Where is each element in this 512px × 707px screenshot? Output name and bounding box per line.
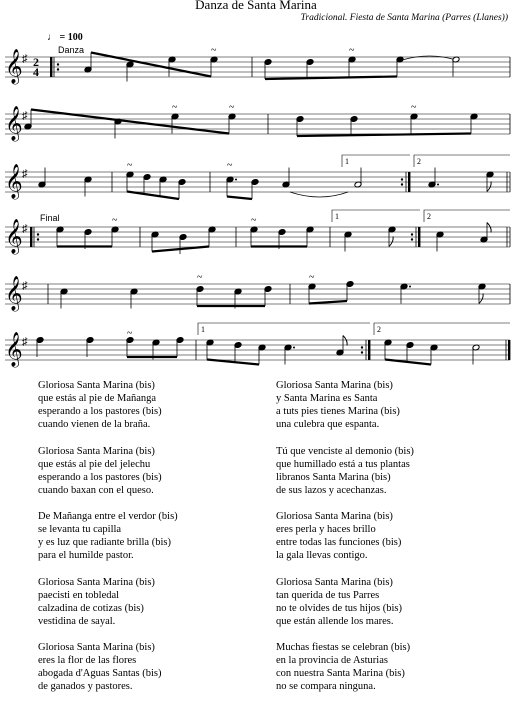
lyric-line: y Santa Marina es Santa: [276, 393, 378, 404]
note-flag: [479, 294, 483, 304]
volta-bracket: [414, 155, 510, 167]
lyric-line: Tú que venciste al demonio (bis): [276, 445, 414, 457]
lyric-line: cuando vienen de la braña.: [38, 419, 151, 430]
lyric-line: Gloriosa Santa Marina (bis): [38, 380, 155, 391]
lyric-line: entre todas las funciones (bis): [276, 537, 402, 548]
volta-label: 2: [427, 212, 431, 221]
sharp-key-icon: ♯: [22, 223, 28, 235]
repeat-dot: [361, 346, 363, 348]
lyric-line: Gloriosa Santa Marina (bis): [276, 511, 393, 522]
tempo-marking: ♩ = 100: [47, 32, 83, 43]
time-sig-top: 2: [33, 55, 39, 69]
lyrics-stanza: [276, 510, 414, 562]
lyric-line: se levanta tu capilla: [38, 524, 122, 535]
sharp-key-icon: ♯: [22, 280, 28, 292]
lyric-line: libranos Santa Marina (bis): [276, 471, 391, 483]
lyric-line: Gloriosa Santa Marina (bis): [38, 576, 155, 588]
volta-label: 1: [345, 157, 349, 166]
lyric-line: Gloriosa Santa Marina (bis): [38, 642, 155, 653]
lyric-line: no se compara ninguna.: [276, 681, 376, 692]
section-label: Final: [40, 213, 60, 223]
time-sig-bottom: 4: [33, 65, 39, 79]
beam: [127, 192, 179, 200]
note-flag: [343, 336, 347, 346]
repeat-dot: [57, 68, 59, 70]
lyric-line: de ganados y pastores.: [38, 681, 133, 692]
volta-label: 2: [377, 325, 381, 334]
lyric-line: Gloriosa Santa Marina (bis): [276, 576, 393, 588]
lyric-line: que estás al pie del jelechu: [38, 458, 151, 470]
lyrics-stanza: [38, 576, 178, 628]
lyric-line: que están allende los mares.: [276, 615, 394, 627]
lyrics-stanza: [276, 379, 414, 431]
volta-label: 2: [417, 157, 421, 166]
note-flag: [487, 223, 491, 233]
note-flag: [389, 237, 393, 247]
lyric-line: esperando a los pastores (bis): [38, 406, 162, 417]
lyrics-stanza: [38, 445, 178, 497]
tie: [402, 56, 456, 60]
beam: [309, 301, 347, 304]
repeat-dot: [57, 63, 59, 65]
treble-clef-icon: 𝄞: [5, 220, 23, 253]
lyric-line: y es luz que radiante brilla (bis): [38, 537, 171, 548]
dot: [437, 184, 439, 186]
treble-clef-icon: 𝄞: [5, 50, 23, 83]
lyric-line: no te olvides de tus hijos (bis): [276, 602, 402, 614]
lyrics-stanza: [38, 510, 178, 562]
ornament-icon: ~: [309, 272, 315, 283]
lyrics-stanza: [38, 379, 178, 431]
lyrics-stanza: [276, 445, 414, 497]
sharp-key-icon: ♯: [22, 168, 28, 180]
treble-clef-icon: 𝄞: [5, 107, 23, 140]
lyric-line: vestidina de sayal.: [38, 615, 116, 627]
lyric-line: eres la flor de las flores: [38, 655, 137, 666]
lyric-line: Gloriosa Santa Marina (bis): [276, 380, 393, 391]
lyric-line: a tuts pies tienes Marina (bis): [276, 406, 400, 417]
lyrics-stanza: [276, 576, 414, 628]
barline: [408, 172, 410, 192]
ornament-icon: ~: [229, 102, 235, 113]
sharp-key-icon: ♯: [22, 336, 28, 348]
lyric-line: paecisti en tobledal: [38, 589, 120, 601]
lyric-line: eres perla y haces brillo: [276, 524, 376, 535]
barline: [50, 57, 52, 77]
lyric-line: esperando a los pastores (bis): [38, 471, 162, 483]
repeat-dot: [411, 233, 413, 235]
ornament-icon: ~: [127, 328, 133, 339]
song-source: Tradicional. Fiesta de Santa Marina (Parres (Llanes)): [300, 13, 508, 23]
lyric-line: Gloriosa Santa Marina (bis): [38, 445, 155, 457]
barline: [418, 227, 420, 247]
lyrics-stanza: [38, 641, 178, 693]
lyric-line: la gala llevas contigo.: [276, 550, 368, 561]
ornament-icon: ~: [172, 102, 178, 113]
repeat-dot: [401, 178, 403, 180]
volta-bracket: [332, 210, 420, 222]
volta-label: 1: [201, 325, 205, 334]
lyrics-left-column: [38, 379, 178, 707]
repeat-dot: [37, 233, 39, 235]
dot: [409, 286, 411, 288]
note-flag: [487, 182, 491, 192]
lyric-line: con nuestra Santa Marina (bis): [276, 668, 405, 679]
lyric-line: abogada d'Aguas Santas (bis): [38, 668, 162, 679]
ornament-icon: ~: [211, 45, 217, 56]
lyric-line: cuando baxan con el queso.: [38, 484, 154, 496]
lyric-line: que estás al pie de Mañanga: [38, 393, 157, 404]
lyric-line: Muchas fiestas se celebran (bis): [276, 642, 411, 653]
volta-bracket: [342, 155, 410, 167]
lyric-line: una culebra que espanta.: [276, 419, 380, 430]
barline: [368, 340, 370, 360]
volta-bracket: [198, 323, 370, 335]
ornament-icon: ~: [227, 160, 233, 171]
lyric-line: De Mañanga entre el verdor (bis): [38, 511, 178, 522]
dot: [235, 179, 237, 181]
repeat-dot: [361, 351, 363, 353]
song-title: Danza de Santa Marina: [195, 0, 317, 12]
treble-clef-icon: 𝄞: [5, 277, 23, 310]
tie: [290, 192, 348, 197]
volta-bracket: [374, 323, 510, 335]
sharp-key-icon: ♯: [22, 53, 28, 65]
lyric-line: calzadina de cotizas (bis): [38, 602, 144, 614]
sharp-key-icon: ♯: [22, 110, 28, 122]
ornament-icon: ~: [349, 45, 355, 56]
lyric-line: tan querida de tus Parres: [276, 589, 380, 601]
barline: [30, 227, 32, 247]
section-label: Danza: [58, 45, 85, 55]
ornament-icon: ~: [197, 272, 203, 283]
lyrics-stanza: [276, 641, 414, 693]
treble-clef-icon: 𝄞: [5, 165, 23, 198]
ornament-icon: ~: [411, 102, 417, 113]
treble-clef-icon: 𝄞: [5, 333, 23, 366]
barline: [508, 340, 510, 360]
lyric-line: que humillado está a tus plantas: [276, 458, 410, 470]
lyric-line: en la provincia de Asturias: [276, 655, 388, 666]
repeat-dot: [411, 238, 413, 240]
ornament-icon: ~: [251, 215, 257, 226]
beam: [227, 197, 252, 200]
volta-label: 1: [335, 212, 339, 221]
repeat-dot: [401, 183, 403, 185]
volta-bracket: [424, 210, 510, 222]
dot: [293, 347, 295, 349]
ornament-icon: ~: [127, 160, 133, 171]
beam: [31, 110, 229, 134]
beam: [91, 53, 211, 77]
lyric-line: de sus lazos y acechanzas.: [276, 484, 387, 496]
repeat-dot: [37, 238, 39, 240]
ornament-icon: ~: [112, 215, 118, 226]
lyrics-right-column: [276, 379, 414, 707]
lyric-line: para el humilde pastor.: [38, 550, 134, 561]
